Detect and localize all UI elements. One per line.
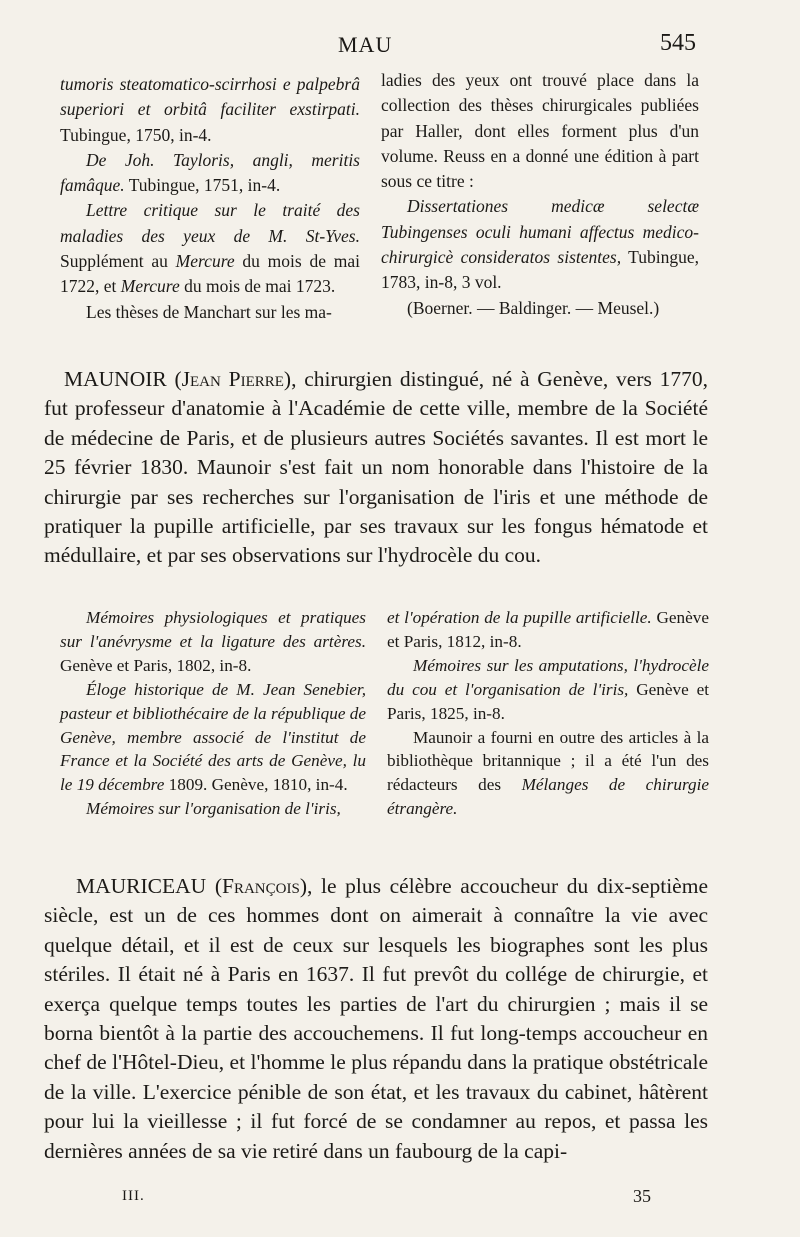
sheet-number: 35 — [633, 1186, 651, 1206]
entry-headword: MAURICEAU — [76, 874, 207, 898]
bibliography-item: Lettre critique sur le traité des maladies des yeux de M. St-Yves. Supplément au Mercure du mois de mai 1722, et Mercure du mois de mai 1723. — [60, 200, 361, 297]
entry-given-name: Jean Pierre — [181, 367, 284, 391]
entry-body: ), chirurgien distingué, né à Genève, vers 1770, fut professeur d'anatomie à l'Académie de cette ville, membre de la Société de médecine de Paris, et de plusieurs autres Sociétés savantes. Il est mort le 25 février 1830. Maunoir s'est fait un nom honorable dans l'histoire de la chirurgie par ses recherches sur l'organisation de l'iris et une méthode de pratiquer la pupille artificielle, par ses travaux sur les fongus hématode et médullaire, et par ses observations sur l'hydrocèle du cou. — [44, 367, 708, 568]
running-head — [0, 30, 800, 70]
page-footer — [0, 1186, 800, 1216]
entry-maunoir: MAUNOIR (Jean Pierre), chirurgien distingué, né à Genève, vers 1770, fut professeur d'anatomie à l'Académie de cette ville, membre de la Société de médecine de Paris, et de plusieurs autres Sociétés savantes. Il est mort le 25 février 1830. Maunoir s'est fait un nom honorable dans l'histoire de la chirurgie par ses recherches sur l'organisation de l'iris et une méthode de pratiquer la pupille artificielle, par ses travaux sur les fongus hématode et médullaire, et par ses observations sur l'hydrocèle du cou. — [44, 367, 708, 568]
paragraph: Maunoir a fourni en outre des articles à la bibliothèque britannique ; il a été l'un des rédacteurs des Mélanges de chirurgie étrangère. — [387, 727, 709, 819]
mid-right-column — [387, 606, 709, 821]
bibliography-item: Mémoires sur l'organisation de l'iris, — [86, 799, 341, 819]
bibliography-item: De Joh. Tayloris, angli, meritis famâque. Tubingue, 1751, in-4. — [60, 149, 360, 196]
entry-headword: MAUNOIR — [64, 367, 167, 391]
entry-given-name: François — [222, 874, 300, 898]
source-citation: (Boerner. — Baldinger. — Meusel.) — [407, 297, 660, 318]
entry-mauriceau: MAURICEAU (François), le plus célèbre accoucheur du dix-septième siècle, est un de ces hommes dont on aimerait à connaître la vie avec quelque détail, et il est de ceux sur lesquels les biographes sont les plus stériles. Il était né à Paris en 1637. Il fut prevôt du collége de chirurgie, et exerça quelque temps toutes les parties de l'art du chirurgien ; mais il se borna bientôt à la partie des accouchemens. Il fut long-temps accoucheur en chef de l'Hôtel-Dieu, et l'homme le plus répandu dans la pratique obstétricale de la ville. L'exercice pénible de son état, et les travaux du cabinet, hâtèrent pour lui la vieillesse ; il fut forcé de se condamner au repos, et passa les dernières années de sa vie retiré dans un faubourg de la capi- — [44, 874, 708, 1163]
mid-left-column — [60, 606, 366, 821]
running-head-title: MAU — [338, 32, 393, 57]
bibliography-item: Éloge historique de M. Jean Senebier, pasteur et bibliothécaire de la république de Genève, membre associé de l'institut de France et la Société des arts de Genève, lu le 19 décembre 1809. Genève, 1810, in-4. — [60, 679, 366, 795]
entry-body: ), le plus célèbre accoucheur du dix-septième siècle, est un de ces hommes dont on aimerait à connaître la vie avec quelque détail, et il est de ceux sur lesquels les biographes sont les plus stériles. Il était né à Paris en 1637. Il fut prevôt du collége de chirurgie, et exerça quelque temps toutes les parties de l'art du chirurgien ; mais il se borna bientôt à la partie des accouchemens. Il fut long-temps accoucheur en chef de l'Hôtel-Dieu, et l'homme le plus répandu dans la pratique obstétricale de la ville. L'exercice pénible de son état, et les travaux du cabinet, hâtèrent pour lui la vieillesse ; il fut forcé de se condamner au repos, et passa les dernières années de sa vie retiré dans un faubourg de la capi- — [44, 874, 708, 1163]
bibliography-item: et l'opération de la pupille artificielle. Genève et Paris, 1812, in-8. — [387, 608, 709, 651]
bibliography-item: Mémoires sur les amputations, l'hydrocèle du cou et l'organisation de l'iris, Genève et Paris, 1825, in-8. — [387, 655, 709, 723]
bibliography-item: tumoris steatomatico-scirrhosi e palpebrâ superiori et orbitâ faciliter exstirpati. Tubingue, 1750, in-4. — [60, 74, 360, 145]
top-left-column — [60, 72, 360, 325]
paragraph: ladies des yeux ont trouvé place dans la collection des thèses chirurgicales publiées par Haller, dont elles forment plus d'un volume. Reuss en a donné une édition à part sous ce titre : — [381, 70, 699, 192]
paragraph: Les thèses de Manchart sur les ma- — [86, 301, 332, 322]
bibliography-item: Mémoires physiologiques et pratiques sur l'anévrysme et la ligature des artères. Genève et Paris, 1802, in-8. — [60, 608, 366, 675]
signature-mark: III. — [122, 1188, 145, 1204]
top-right-column — [381, 68, 699, 321]
page-number: 545 — [660, 30, 696, 56]
bibliography-item: Dissertationes medicæ selectæ Tubingenses oculi humani affectus medico-chirurgicè consideratos sistentes, Tubingue, 1783, in-8, 3 vol. — [381, 196, 699, 293]
